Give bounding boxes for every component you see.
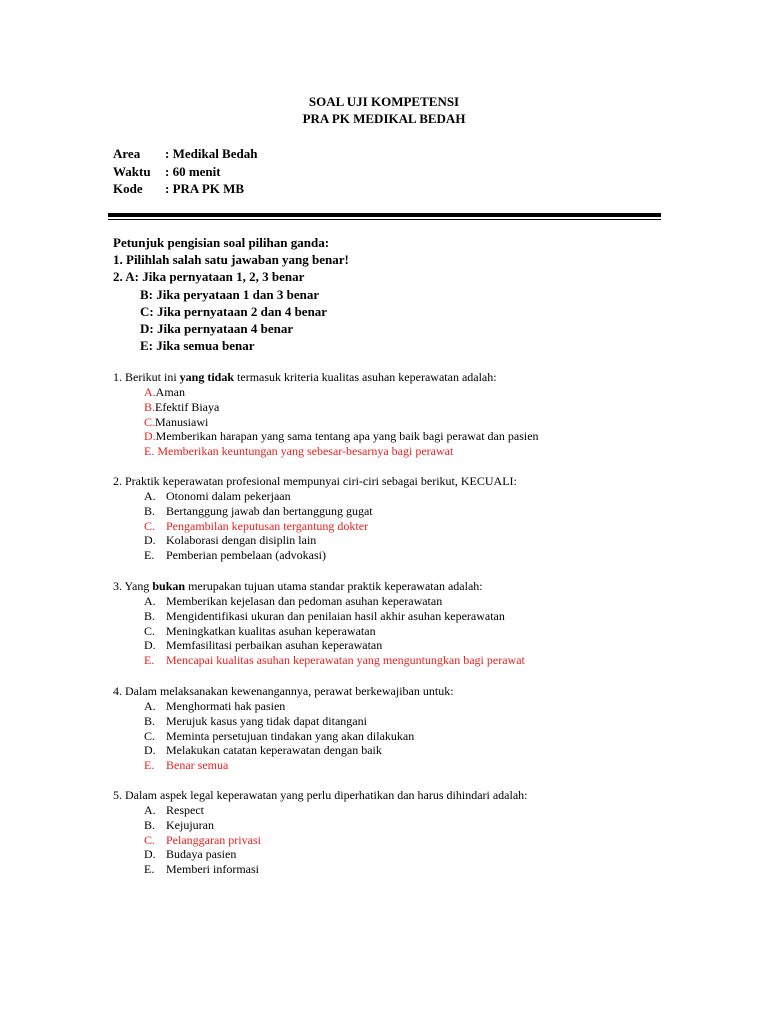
option-a — [113, 803, 528, 818]
question-stem: 4. Dalam melaksanakan kewenangannya, perawat berkewajiban untuk: — [113, 684, 454, 698]
option-letter: A. — [144, 803, 156, 817]
question-4 — [113, 684, 454, 773]
option-text: Budaya pasien — [166, 847, 237, 862]
option-letter: C. — [144, 518, 156, 533]
option-letter: E. — [144, 548, 155, 563]
option-c-correct — [113, 519, 517, 534]
question-2 — [113, 474, 517, 563]
option-text: Mengidentifikasi ukuran dan penilaian hasil akhir asuhan keperawatan — [166, 608, 505, 623]
option-text: Meminta persetujuan tindakan yang akan dilakukan — [166, 728, 415, 743]
option-text: Pengambilan keputusan tergantung dokter — [166, 518, 369, 533]
option-c — [113, 729, 454, 744]
option-text: Pelanggaran privasi — [166, 832, 261, 847]
option-text: Kolaborasi dengan disiplin lain — [166, 533, 317, 548]
header-divider-thin — [108, 219, 661, 220]
exam-meta — [113, 145, 257, 198]
option-a — [113, 489, 517, 504]
stem-emphasis: bukan — [152, 579, 186, 593]
option-letter: B. — [144, 399, 156, 414]
option-c — [113, 624, 525, 639]
option-d — [113, 743, 454, 758]
option-a — [113, 594, 525, 609]
meta-key: Kode — [113, 181, 143, 196]
option-e-correct — [113, 758, 454, 773]
option-text: Pemberian pembelaan (advokasi) — [166, 548, 326, 563]
option-letter: C. — [144, 414, 156, 429]
stem-text: 3. Yang — [113, 579, 153, 593]
meta-key: Waktu — [113, 163, 151, 179]
option-d — [113, 533, 517, 548]
option-d — [113, 847, 528, 862]
option-text: Melakukan catatan keperawatan dengan baik — [166, 743, 382, 758]
option-d — [113, 429, 539, 444]
option-letter: A. — [144, 594, 156, 608]
instruction-line: E: Jika semua benar — [140, 338, 255, 354]
option-b — [113, 400, 539, 415]
question-stem — [113, 370, 539, 385]
option-letter: D. — [144, 429, 156, 444]
instructions-block — [113, 235, 349, 355]
question-1 — [113, 370, 539, 459]
stem-emphasis: yang tidak — [179, 370, 235, 384]
option-letter: B. — [144, 817, 156, 832]
stem-text: termasuk kriteria kualitas asuhan keperawatan adalah: — [234, 370, 497, 384]
option-d — [113, 638, 525, 653]
option-letter: B. — [144, 608, 156, 623]
option-text: Bertanggung jawab dan bertanggung gugat — [166, 503, 373, 518]
option-letter: C. — [144, 728, 156, 743]
option-letter: D. — [144, 533, 156, 548]
header-divider-thick — [108, 213, 661, 217]
option-c — [113, 415, 539, 430]
option-text: Otonomi dalam pekerjaan — [166, 489, 291, 503]
option-e-correct — [113, 653, 525, 668]
instruction-line: 1. Pilihlah salah satu jawaban yang benar! — [113, 252, 349, 268]
meta-row-kode — [113, 180, 257, 198]
option-text: Manusiawi — [155, 414, 209, 429]
option-letter: D. — [144, 743, 156, 758]
instruction-line: B: Jika peryataan 1 dan 3 benar — [140, 286, 320, 302]
option-text: Memberikan kejelasan dan pedoman asuhan keperawatan — [166, 594, 443, 608]
stem-text: merupakan tujuan utama standar praktik keperawatan adalah: — [185, 579, 483, 593]
option-text: Meningkatkan kualitas asuhan keperawatan — [166, 623, 376, 638]
option-text: Menghormati hak pasien — [166, 699, 286, 713]
option-letter: E. — [144, 444, 155, 459]
option-letter: E. — [144, 653, 155, 668]
option-e — [113, 548, 517, 563]
option-text: Respect — [166, 803, 204, 817]
option-text: Mencapai kualitas asuhan keperawatan yang menguntungkan bagi perawat — [166, 653, 525, 668]
option-letter: E. — [144, 758, 155, 773]
option-e-correct — [113, 444, 539, 459]
question-stem — [113, 579, 525, 594]
option-letter: A. — [144, 489, 156, 503]
instruction-line: C: Jika pernyataan 2 dan 4 benar — [140, 303, 328, 319]
option-b — [113, 818, 528, 833]
option-e — [113, 862, 528, 877]
option-letter: C. — [144, 623, 156, 638]
option-text: Memberikan harapan yang sama tentang apa yang baik bagi perawat dan pasien — [155, 429, 539, 444]
document-title-line2: PRA PK MEDIKAL BEDAH — [302, 111, 466, 126]
option-letter: B. — [144, 713, 156, 728]
meta-value: : 60 menit — [165, 163, 221, 179]
option-b — [113, 714, 454, 729]
option-letter: D. — [144, 638, 156, 653]
instruction-line: D: Jika pernyataan 4 benar — [140, 320, 294, 336]
option-letter: A. — [144, 699, 156, 713]
document-title-line1: SOAL UJI KOMPETENSI — [308, 94, 460, 109]
meta-row-area — [113, 145, 257, 163]
option-letter: D. — [144, 847, 156, 862]
option-text: Memberikan keuntungan yang sebesar-besarnya bagi perawat — [154, 444, 454, 459]
option-text: Merujuk kasus yang tidak dapat ditangani — [166, 713, 367, 728]
meta-key: Area — [113, 146, 141, 161]
question-3 — [113, 579, 525, 668]
meta-value: : PRA PK MB — [165, 181, 245, 196]
option-letter: A. — [144, 385, 156, 399]
instructions-heading: Petunjuk pengisian soal pilihan ganda: — [113, 235, 330, 250]
option-text: Kejujuran — [166, 817, 214, 832]
option-c-correct — [113, 833, 528, 848]
option-b — [113, 504, 517, 519]
instruction-line: 2. A: Jika pernyataan 1, 2, 3 benar — [113, 269, 305, 285]
option-text: Efektif Biaya — [155, 399, 220, 414]
stem-text: 1. Berikut ini — [113, 370, 180, 384]
option-text: Benar semua — [166, 758, 229, 773]
option-a — [113, 699, 454, 714]
option-a — [113, 385, 539, 400]
question-5 — [113, 788, 528, 877]
option-b — [113, 609, 525, 624]
question-stem: 5. Dalam aspek legal keperawatan yang perlu diperhatikan dan harus dihindari adalah: — [113, 788, 528, 802]
option-letter: B. — [144, 503, 156, 518]
option-text: Aman — [155, 385, 185, 399]
meta-value: : Medikal Bedah — [165, 146, 258, 161]
option-letter: C. — [144, 832, 156, 847]
option-text: Memberi informasi — [166, 862, 259, 877]
option-text: Memfasilitasi perbaikan asuhan keperawatan — [166, 638, 383, 653]
option-letter: E. — [144, 862, 155, 877]
meta-row-waktu — [113, 163, 257, 181]
question-stem: 2. Praktik keperawatan profesional mempunyai ciri-ciri sebagai berikut, KECUALI: — [113, 474, 517, 488]
